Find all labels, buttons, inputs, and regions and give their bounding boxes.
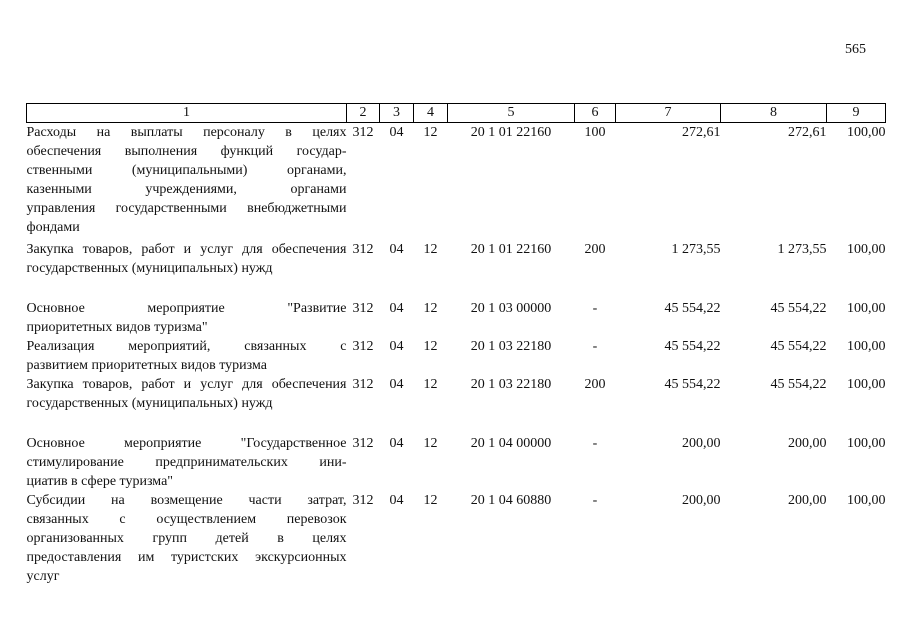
ministry-code-cell: 312 [352, 301, 374, 316]
description-line: стимулирование предпринимательских ини- [26, 455, 347, 470]
description-cell [27, 434, 347, 491]
ministry-code-cell: 312 [352, 493, 374, 508]
description-line: государственных (муниципальных) нужд [26, 261, 273, 276]
expense-type-cell: 200 [584, 242, 606, 257]
description-cell [27, 123, 347, 241]
expense-type-cell: - [592, 301, 598, 316]
description-line: организованных групп детей в целях [26, 531, 347, 546]
section-code-cell: 04 [389, 377, 404, 392]
description-line: государственных (муниципальных) нужд [26, 396, 273, 411]
description-line: предоставления им туристских экскурсионных [26, 550, 347, 565]
section-code-cell: 04 [389, 339, 404, 354]
expense-type-cell: - [592, 493, 598, 508]
ministry-code-cell: 312 [352, 339, 374, 354]
description-line: Закупка товаров, работ и услуг для обеспечения [26, 377, 347, 392]
ministry-code-cell: 312 [352, 436, 374, 451]
percent-cell: 100,00 [847, 125, 886, 140]
target-article-cell: 20 1 03 22180 [470, 339, 552, 354]
actual-amount-cell: 45 554,22 [770, 301, 827, 316]
expense-type-cell: 200 [584, 377, 606, 392]
budget-table [26, 103, 886, 586]
description-line: Основное мероприятие "Развитие [26, 301, 347, 316]
description-line: ственными (муниципальными) органами, [26, 163, 347, 178]
table-row [27, 375, 886, 434]
expense-type-cell: 100 [584, 125, 606, 140]
description-line: циатив в сфере туризма" [26, 474, 174, 489]
target-article-cell: 20 1 04 00000 [470, 436, 552, 451]
percent-cell: 100,00 [847, 301, 886, 316]
planned-amount-cell: 45 554,22 [664, 339, 721, 354]
header-row [27, 104, 886, 123]
subsection-code-cell: 12 [423, 377, 438, 392]
section-code-cell: 04 [389, 436, 404, 451]
description-line: Субсидии на возмещение части затрат, [26, 493, 347, 508]
percent-cell: 100,00 [847, 242, 886, 257]
target-article-cell: 20 1 03 22180 [470, 377, 552, 392]
table-row [27, 123, 886, 241]
description-line: развитием приоритетных видов туризма [26, 358, 267, 373]
description-cell [27, 491, 347, 586]
section-code-cell: 04 [389, 125, 404, 140]
subsection-code-cell: 12 [423, 339, 438, 354]
target-article-cell: 20 1 01 22160 [470, 242, 552, 257]
actual-amount-cell: 45 554,22 [770, 377, 827, 392]
table-row [27, 434, 886, 491]
subsection-code-cell: 12 [423, 301, 438, 316]
header-cell: 1 [27, 104, 347, 123]
ministry-code-cell: 312 [352, 242, 374, 257]
planned-amount-cell: 200,00 [682, 493, 721, 508]
table-row [27, 240, 886, 299]
description-cell [27, 240, 347, 299]
planned-amount-cell: 45 554,22 [664, 301, 721, 316]
header-cell: 4 [414, 104, 448, 123]
subsection-code-cell: 12 [423, 125, 438, 140]
description-line: услуг [26, 569, 60, 584]
percent-cell: 100,00 [847, 377, 886, 392]
percent-cell: 100,00 [847, 493, 886, 508]
header-cell: 9 [827, 104, 886, 123]
description-line: Основное мероприятие "Государственное [26, 436, 347, 451]
target-article-cell: 20 1 04 60880 [470, 493, 552, 508]
ministry-code-cell: 312 [352, 125, 374, 140]
planned-amount-cell: 1 273,55 [671, 242, 721, 257]
page-number: 565 [845, 42, 866, 57]
header-cell: 7 [616, 104, 721, 123]
actual-amount-cell: 200,00 [788, 436, 827, 451]
planned-amount-cell: 200,00 [682, 436, 721, 451]
subsection-code-cell: 12 [423, 242, 438, 257]
header-cell: 6 [575, 104, 616, 123]
target-article-cell: 20 1 01 22160 [470, 125, 552, 140]
description-cell [27, 375, 347, 434]
actual-amount-cell: 272,61 [788, 125, 827, 140]
description-cell [27, 299, 347, 337]
ministry-code-cell: 312 [352, 377, 374, 392]
actual-amount-cell: 1 273,55 [777, 242, 827, 257]
subsection-code-cell: 12 [423, 436, 438, 451]
description-line: Закупка товаров, работ и услуг для обеспечения [26, 242, 347, 257]
header-cell: 5 [448, 104, 575, 123]
expense-type-cell: - [592, 436, 598, 451]
table-row [27, 337, 886, 375]
planned-amount-cell: 45 554,22 [664, 377, 721, 392]
subsection-code-cell: 12 [423, 493, 438, 508]
actual-amount-cell: 45 554,22 [770, 339, 827, 354]
description-line: управления государственными внебюджетными [26, 201, 347, 216]
description-line: Реализация мероприятий, связанных с [26, 339, 347, 354]
header-cell: 3 [380, 104, 414, 123]
description-line: приоритетных видов туризма" [26, 320, 208, 335]
section-code-cell: 04 [389, 301, 404, 316]
percent-cell: 100,00 [847, 436, 886, 451]
percent-cell: 100,00 [847, 339, 886, 354]
planned-amount-cell: 272,61 [682, 125, 721, 140]
description-line: Расходы на выплаты персоналу в целях [26, 125, 347, 140]
expense-type-cell: - [592, 339, 598, 354]
description-cell [27, 337, 347, 375]
description-line: обеспечения выполнения функций государ- [26, 144, 347, 159]
description-line: фондами [26, 220, 80, 235]
actual-amount-cell: 200,00 [788, 493, 827, 508]
table-row [27, 299, 886, 337]
header-cell: 8 [721, 104, 827, 123]
section-code-cell: 04 [389, 242, 404, 257]
description-line: связанных с осуществлением перевозок [26, 512, 347, 527]
section-code-cell: 04 [389, 493, 404, 508]
table-row [27, 491, 886, 586]
header-cell: 2 [347, 104, 380, 123]
target-article-cell: 20 1 03 00000 [470, 301, 552, 316]
description-line: казенными учреждениями, органами [26, 182, 347, 197]
